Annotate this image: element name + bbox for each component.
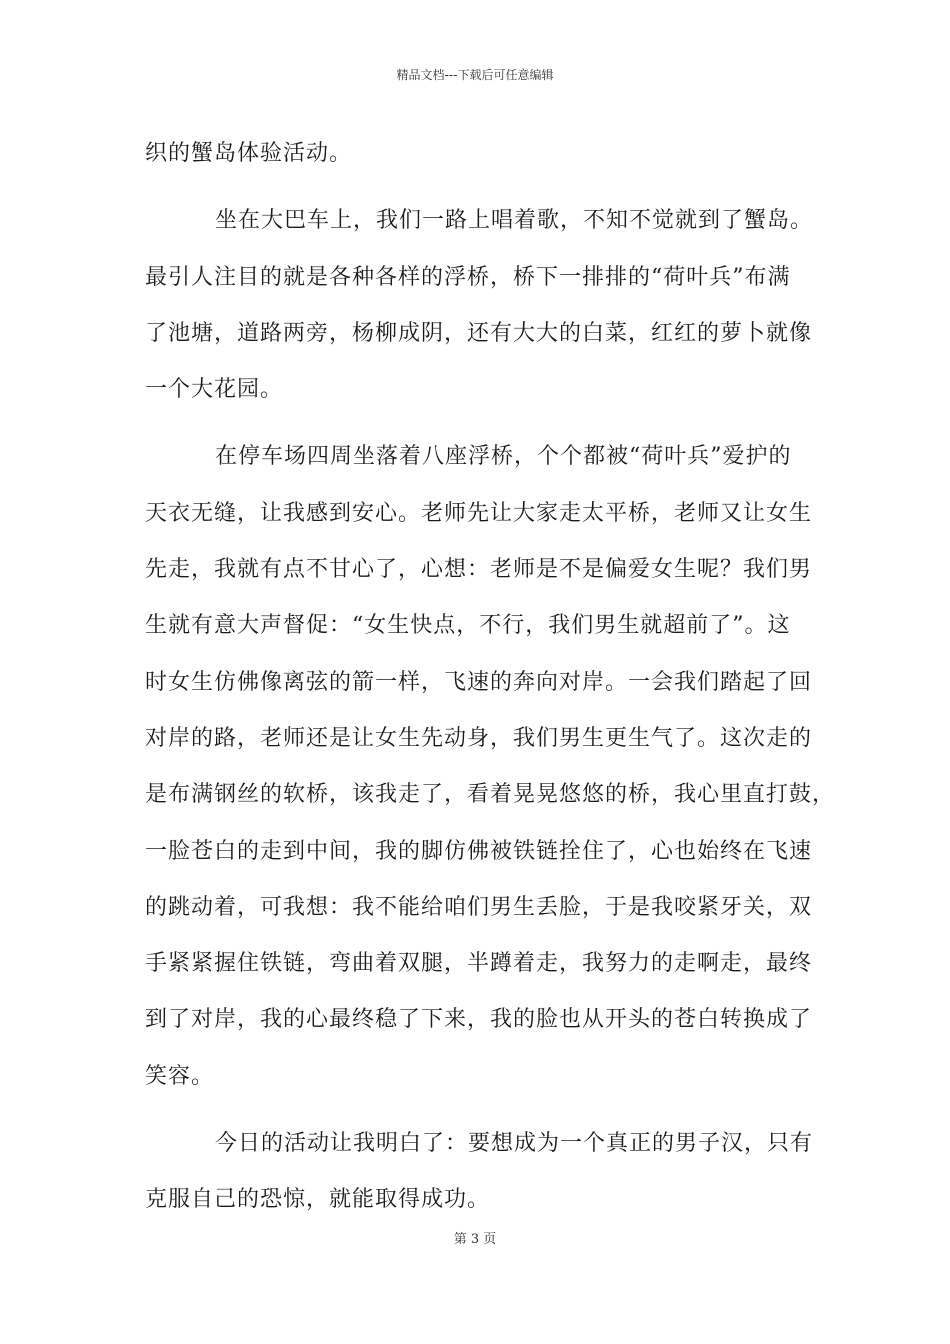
text-line: 织的蟹岛体验活动。 bbox=[145, 141, 353, 166]
text-line: 最引人注目的就是各种各样的浮桥，桥下一排排的“荷叶兵”布满 bbox=[145, 264, 791, 290]
text-line: 了池塘，道路两旁，杨柳成阴，还有大大的白菜，红红的萝卜就像 bbox=[145, 320, 813, 346]
text-line: 的跳动着，可我想：我不能给咱们男生丢脸，于是我咬紧牙关，双 bbox=[145, 894, 813, 920]
text-line: 一脸苍白的走到中间，我的脚仿佛被铁链拴住了，心也始终在飞速 bbox=[145, 838, 813, 864]
page-header: 精品文档---下载后可任意编辑 bbox=[396, 68, 554, 82]
text-line: 笑容。 bbox=[145, 1063, 215, 1089]
text-line: 一个大花园。 bbox=[145, 377, 284, 403]
text-line: 克服自己的恐惊，就能取得成功。 bbox=[145, 1187, 491, 1213]
paragraph-first-line: 坐在大巴车上，我们一路上唱着歌，不知不觉就到了蟹岛。 bbox=[215, 208, 814, 234]
text-line: 对岸的路，老师还是让女生先动身，我们男生更生气了。这次走的 bbox=[145, 725, 813, 751]
page-number: 第 3 页 bbox=[453, 1232, 497, 1247]
text-line: 生就有意大声督促：“女生快点，不行，我们男生就超前了”。这 bbox=[145, 613, 791, 639]
text-line: 先走，我就有点不甘心了，心想：老师是不是偏爱女生呢？我们男 bbox=[145, 557, 813, 583]
text-line: 是布满钢丝的软桥，该我走了，看着晃晃悠悠的桥，我心里直打鼓， bbox=[145, 782, 836, 808]
text-line: 手紧紧握住铁链，弯曲着双腿，半蹲着走，我努力的走啊走，最终 bbox=[145, 951, 813, 977]
document-body bbox=[145, 126, 836, 1229]
text-line: 时女生仿佛像离弦的箭一样，飞速的奔向对岸。一会我们踏起了回 bbox=[145, 669, 813, 695]
text-line: 到了对岸，我的心最终稳了下来，我的脸也从开头的苍白转换成了 bbox=[145, 1007, 813, 1033]
paragraph-first-line: 在停车场四周坐落着八座浮桥，个个都被“荷叶兵”爱护的 bbox=[215, 444, 792, 470]
paragraph-first-line: 今日的活动让我明白了：要想成为一个真正的男子汉，只有 bbox=[215, 1131, 814, 1157]
text-line: 天衣无缝，让我感到安心。老师先让大家走太平桥，老师又让女生 bbox=[145, 500, 813, 526]
